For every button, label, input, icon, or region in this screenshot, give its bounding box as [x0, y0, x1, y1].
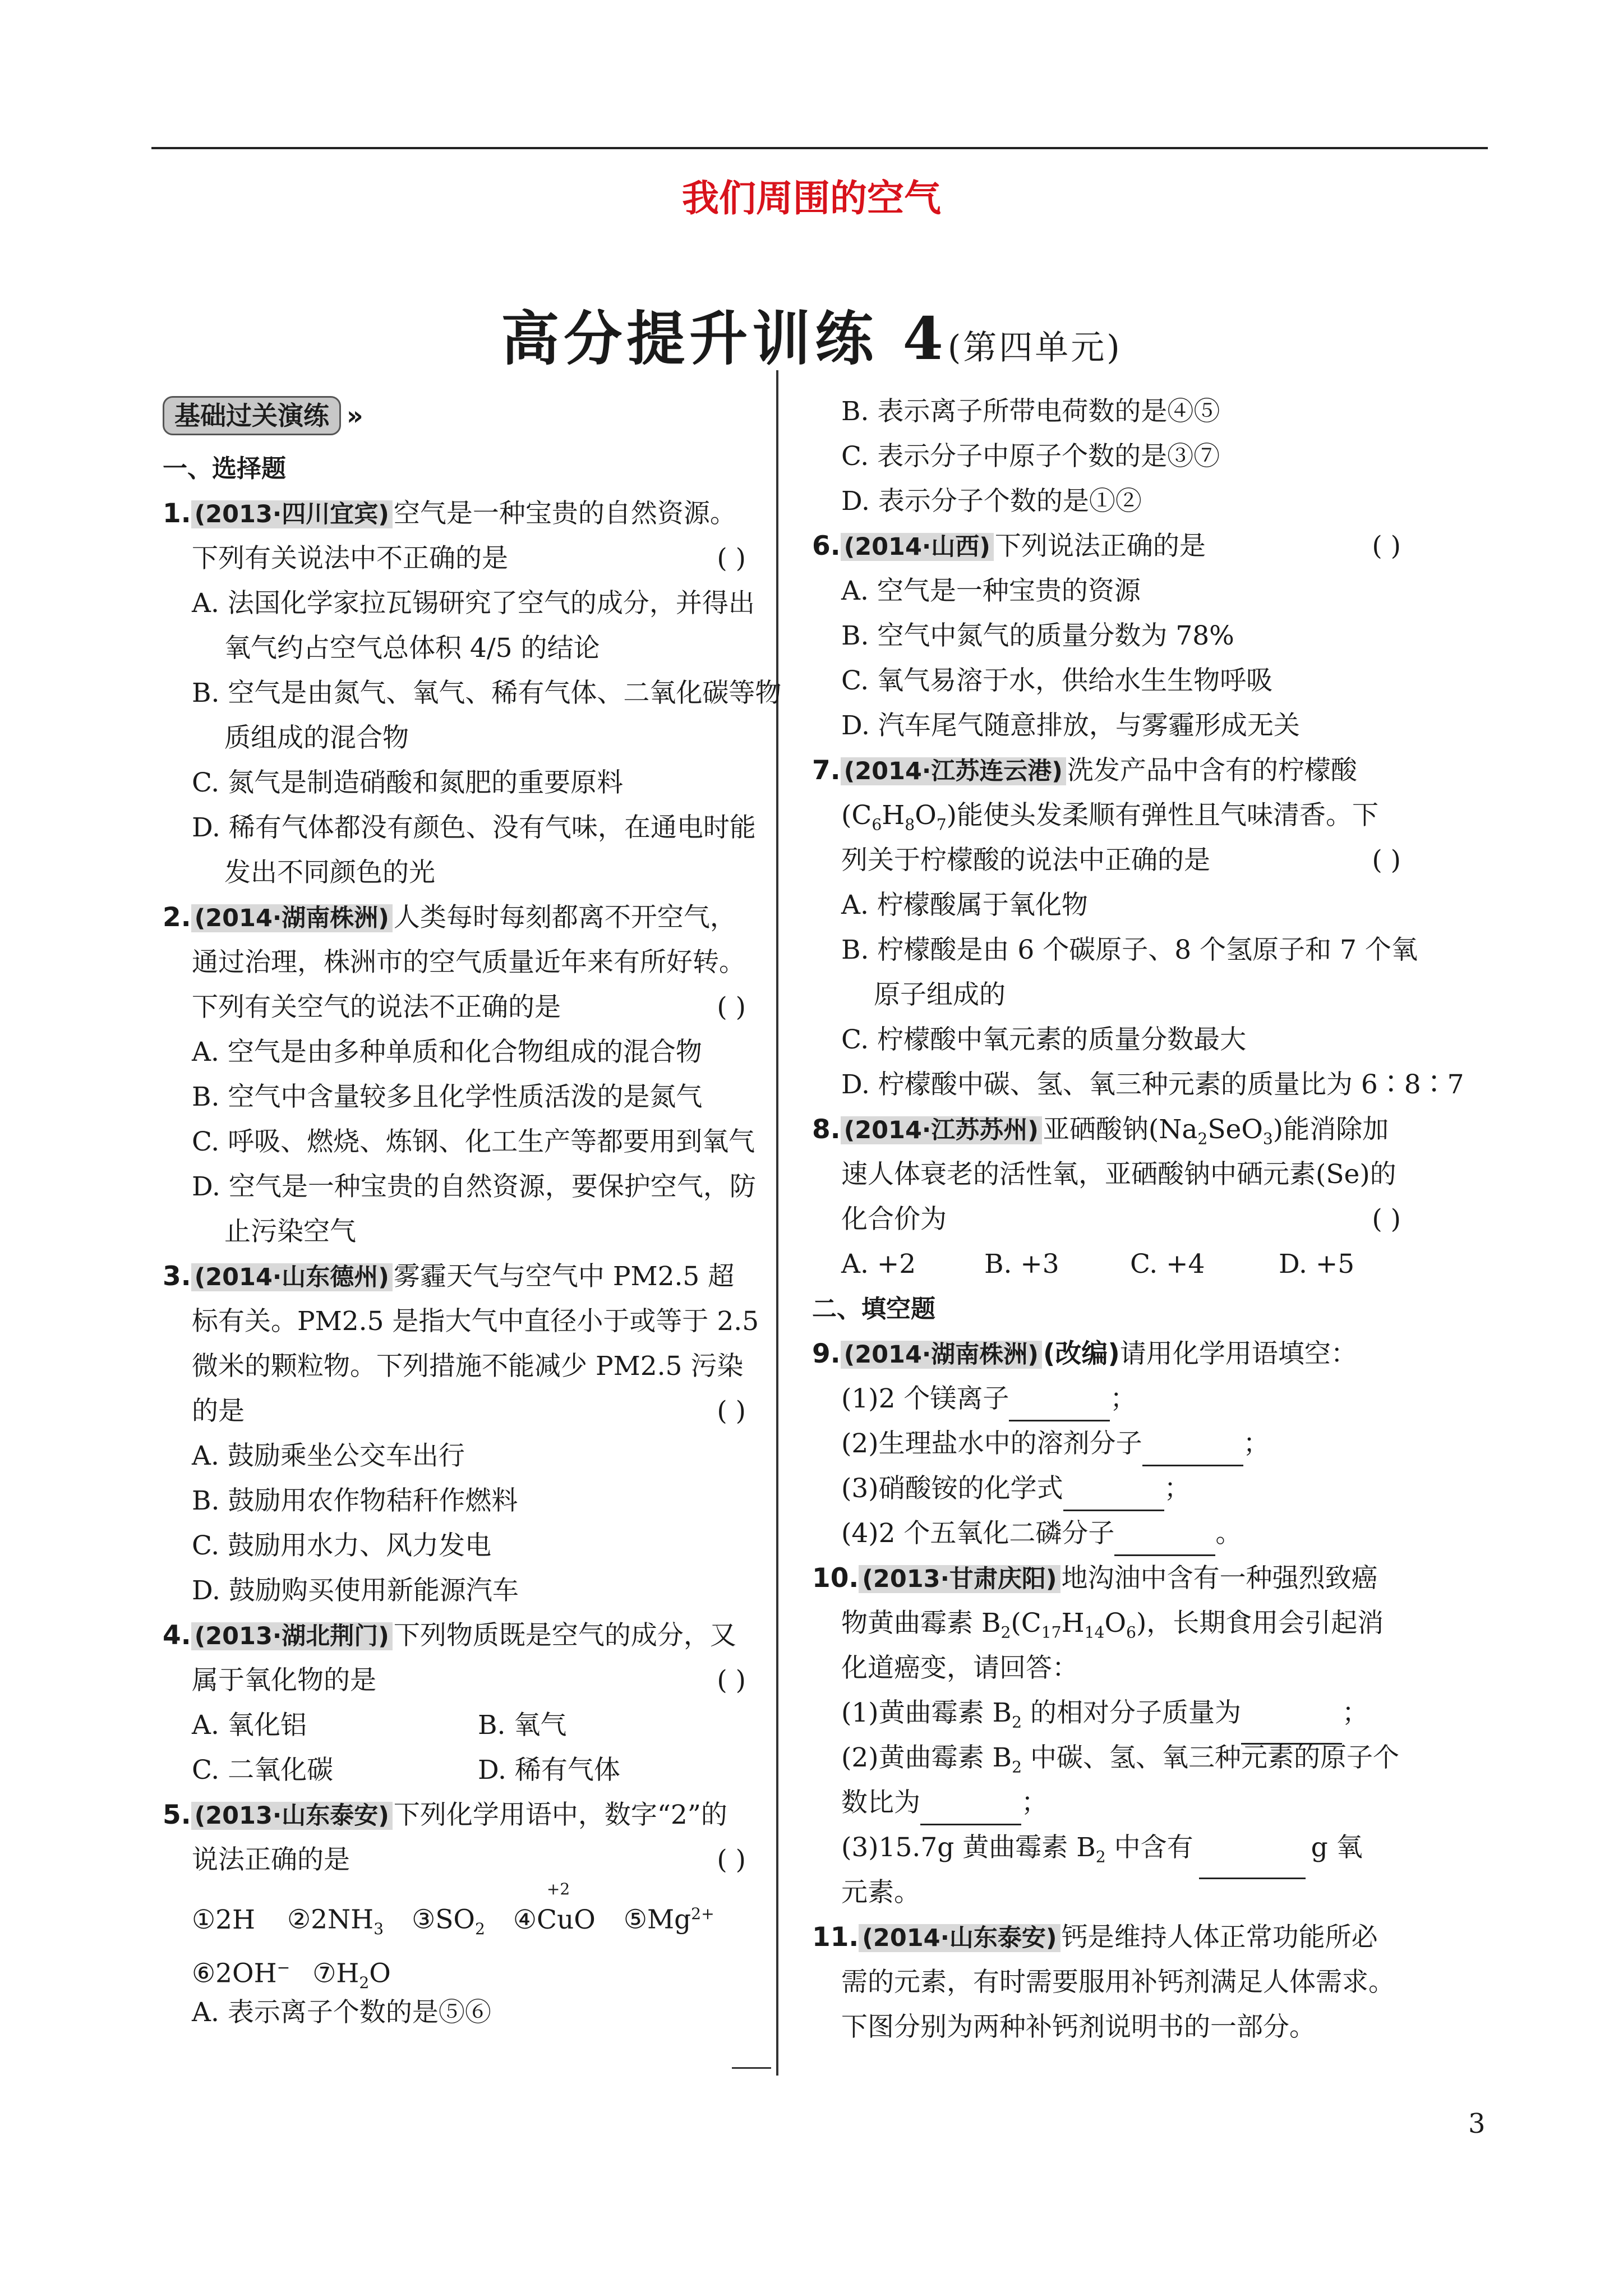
answer-paren: ( )	[1372, 1204, 1401, 1235]
source-tag: (2013·甘肃庆阳)	[859, 1565, 1060, 1593]
source-tag: (2014·江苏苏州)	[841, 1116, 1042, 1144]
page-number: 3	[1468, 2108, 1486, 2139]
left-column: 基础过关演练 » 一、选择题 1. (2013·四川宜宾) 空气是一种宝贵的自然资源。 下列有关说法中不正确的是 ( ) A. 法国化学家拉瓦锡研究了空气的成分，并得出 氧气约占空气总体积 4/5 的结论 B. 空气是由氮气、氧气、稀有气体、二氧化碳等物 质组成的混合物 C. 氮气是制造硝酸和氮肥的重要原料 D. 稀有气体都没有颜色、没有气味，在通电时能 发出不同颜色的光 2. (2014·湖南株洲) 人类每时每刻都离不开空气， 通过治理，株洲市的空气质量近年来有所好转。 下列有关空气的说法不正确的是 ( ) A. 空气是由多种单质和化合物组成的混合物 B. 空气中含量较多且化学性质活泼的是氮气 C. 呼吸、燃烧、炼钢、化工生产等都要用到氧气 D. 空气是一种宝贵的自然资源，要保护空气，防 止污染空气 3. (2014·山东德州) 雾霾天气与空气中 PM2.5 超 标有关。PM2.5 是指大气中直径小于或等于 2.5 微米的颗粒物。下列措施不能减少 PM2.5 污染 的是 ( ) A. 鼓励乘坐公交车出行 B. 鼓励用农作物秸秆作燃料 C. 鼓励用水力、风力发电 D. 鼓励购买使用新能源汽车 4. (2013·湖北荆门) 下列物质既是空气的成分，又 属于氧化物的是 ( ) A. 氧化铝 B. 氧气 C. 二氧化碳 D. 稀有气体 5. (2013·山东泰安) 下列化学用语中，数字“2”的 说法正确的是 ( ) ①2H $②2NH_3$ $③SO_2$ +2 ④CuO $⑤Mg^{2+}$ ⑥2OH− $⑦H_2O$ A. 表示离子个数的是⑤⑥	[163, 393, 746, 2035]
option: D. 表示分子个数的是①②	[841, 486, 1142, 517]
answer-paren: ( )	[717, 1665, 746, 1696]
option: A. +2	[841, 1249, 916, 1280]
option: A. 空气是一种宝贵的资源	[841, 576, 1141, 606]
formula-row-2: ⑥2OH− $⑦H_2O$	[192, 1958, 391, 1993]
option: A. 表示离子个数的是⑤⑥	[192, 1997, 491, 2028]
option: A. 柠檬酸属于氧化物	[841, 890, 1088, 921]
right-column: B. 表示离子所带电荷数的是④⑤ C. 表示分子中原子个数的是③⑦ D. 表示分子个数的是①② 6. (2014·山西) 下列说法正确的是 ( ) A. 空气是一种宝贵的资源 B. 空气中氮气的质量分数为 78% C. 氧气易溶于水，供给水生生物呼吸 D. 汽车尾气随意排放，与雾霾形成无关 7. (2014·江苏连云港) 洗发产品中含有的柠檬酸 $(C_6H_8O_7)$能使头发柔顺有弹性且气味清香。下 列关于柠檬酸的说法中正确的是 ( ) A. 柠檬酸属于氧化物 B. 柠檬酸是由 6 个碳原子、8 个氢原子和 7 个氧 原子组成的 C. 柠檬酸中氧元素的质量分数最大 D. 柠檬酸中碳、氢、氧三种元素的质量比为 6∶8∶7 8. (2014·江苏苏州) 亚硒酸钠$(Na_2SeO_3)$能消除加 速人体衰老的活性氧，亚硒酸钠中硒元素(Se)的 化合价为 ( ) A. +2 B. +3 C. +4 D. +5 二、填空题 9. (2014·湖南株洲) (改编)请用化学用语填空： (1)2 个镁离子 ； (2)生理盐水中的溶剂分子 ； (3)硝酸铵的化学式 ； (4)2 个五氧化二磷分子 。 10. (2013·甘肃庆阳) 地沟油中含有一种强烈致癌 物黄曲霉素 $B_2(C_{17}H_{14}O_6)$，长期食用会引起消 化道癌变，请回答： (1)黄曲霉素 $B_2$ 的相对分子质量为 ； (2)黄曲霉素 $B_2$ 中碳、氢、氧三种元素的原子个 数比为 ； (3)15.7g 黄曲霉素 $B_2$ 中含有 g 氧 元素。 11. (2014·山东泰安) 钙是维持人体正常功能所必 需的元素，有时需要服用补钙剂满足人体需求。 下图分别为两种补钙剂说明书的一部分。	[812, 389, 1401, 2050]
question-5: 5. (2013·山东泰安) 下列化学用语中，数字“2”的	[163, 1800, 727, 1830]
answer-paren: ( )	[717, 992, 746, 1023]
option: C. 氮气是制造硝酸和氮肥的重要原料	[192, 767, 624, 798]
answer-blank[interactable]	[920, 1796, 1021, 1825]
main-title-text: 高分提升训练 4	[501, 304, 948, 373]
top-rule	[151, 147, 1488, 149]
question-8: 8. (2014·江苏苏州) 亚硒酸钠$(Na_2SeO_3)$能消除加	[812, 1114, 1389, 1148]
answer-paren: ( )	[1372, 845, 1401, 876]
option: B. 表示离子所带电荷数的是④⑤	[841, 396, 1220, 427]
source-tag: (2013·山东泰安)	[191, 1802, 393, 1830]
source-tag: (2014·湖南株洲)	[191, 904, 393, 932]
source-tag: (2013·四川宜宾)	[191, 500, 393, 528]
section-banner	[163, 393, 746, 447]
bottom-dash	[732, 2067, 771, 2069]
option: D. 汽车尾气随意排放，与雾霾形成无关	[841, 710, 1300, 741]
question-1: 1. (2013·四川宜宾) 空气是一种宝贵的自然资源。	[163, 498, 736, 529]
option: B. 空气是由氮气、氧气、稀有气体、二氧化碳等物	[192, 678, 782, 708]
question-7: 7. (2014·江苏连云港) 洗发产品中含有的柠檬酸	[812, 755, 1357, 786]
option: B. 氧气	[478, 1710, 567, 1741]
option: D. 稀有气体都没有颜色、没有气味，在通电时能	[192, 812, 756, 843]
question-4: 4. (2013·湖北荆门) 下列物质既是空气的成分，又	[163, 1620, 736, 1651]
option: C. 表示分子中原子个数的是③⑦	[841, 441, 1220, 472]
answer-paren: ( )	[717, 1844, 746, 1875]
answer-paren: ( )	[717, 543, 746, 574]
option: C. 呼吸、燃烧、炼钢、化工生产等都要用到氧气	[192, 1126, 755, 1157]
source-tag: (2014·山西)	[841, 533, 994, 561]
option: D. 鼓励购买使用新能源汽车	[192, 1575, 519, 1606]
option: B. 鼓励用农作物秸秆作燃料	[192, 1485, 518, 1516]
option: A. 法国化学家拉瓦锡研究了空气的成分，并得出	[192, 588, 755, 619]
option: D. +5	[1279, 1249, 1355, 1280]
answer-paren: ( )	[1372, 531, 1401, 562]
option: D. 柠檬酸中碳、氢、氧三种元素的质量比为 6∶8∶7	[841, 1069, 1464, 1100]
option: C. 柠檬酸中氧元素的质量分数最大	[841, 1024, 1247, 1055]
question-6: 6. (2014·山西) 下列说法正确的是 ( )	[812, 524, 1401, 569]
option: B. +3	[984, 1249, 1059, 1280]
column-divider	[776, 370, 778, 2076]
option: A. 鼓励乘坐公交车出行	[192, 1441, 465, 1471]
option: B. 空气中含量较多且化学性质活泼的是氮气	[192, 1082, 703, 1112]
option: B. 柠檬酸是由 6 个碳原子、8 个氢原子和 7 个氧	[841, 935, 1418, 965]
option: C. 二氧化碳	[192, 1755, 334, 1786]
source-tag: (2013·湖北荆门)	[191, 1622, 393, 1650]
option: D. 空气是一种宝贵的自然资源，要保护空气，防	[192, 1171, 756, 1202]
banner-arrow-icon: »	[347, 401, 363, 431]
answer-blank[interactable]	[1142, 1437, 1243, 1466]
source-tag: (2014·山东泰安)	[859, 1924, 1060, 1952]
question-2: 2. (2014·湖南株洲) 人类每时每刻都离不开空气，	[163, 902, 736, 933]
valence-mark: +2	[546, 1879, 570, 1898]
option: B. 空气中氮气的质量分数为 78%	[841, 620, 1234, 651]
formula-row-1: ①2H $②2NH_3$ $③SO_2$ +2 ④CuO $⑤Mg^{2+}$	[192, 1879, 714, 1939]
source-tag: (2014·江苏连云港)	[841, 757, 1066, 785]
main-title	[0, 292, 1623, 376]
answer-paren: ( )	[717, 1396, 746, 1427]
question-3: 3. (2014·山东德州) 雾霾天气与空气中 PM2.5 超	[163, 1261, 735, 1292]
banner-label: 基础过关演练	[163, 396, 341, 435]
option: C. +4	[1130, 1249, 1205, 1280]
question-10: 10. (2013·甘肃庆阳) 地沟油中含有一种强烈致癌	[812, 1563, 1378, 1594]
document-title: 我们周围的空气	[682, 176, 941, 220]
section-heading-choice: 一、选择题	[163, 454, 286, 483]
main-subtitle: (第四单元)	[947, 328, 1122, 367]
answer-blank[interactable]	[1063, 1481, 1164, 1511]
option: A. 空气是由多种单质和化合物组成的混合物	[192, 1037, 702, 1068]
source-tag: (2014·山东德州)	[191, 1263, 393, 1291]
option: C. 鼓励用水力、风力发电	[192, 1530, 492, 1561]
source-tag: (2014·湖南株洲)	[841, 1341, 1042, 1369]
question-9: 9. (2014·湖南株洲) (改编)请用化学用语填空：	[812, 1338, 1357, 1369]
question-11: 11. (2014·山东泰安) 钙是维持人体正常功能所必	[812, 1922, 1378, 1953]
answer-blank[interactable]	[1009, 1392, 1110, 1421]
option: D. 稀有气体	[478, 1755, 620, 1786]
section-heading-fill: 二、填空题	[812, 1295, 935, 1323]
option: A. 氧化铝	[192, 1710, 307, 1741]
answer-blank[interactable]	[1114, 1526, 1215, 1556]
option: C. 氧气易溶于水，供给水生生物呼吸	[841, 665, 1273, 696]
